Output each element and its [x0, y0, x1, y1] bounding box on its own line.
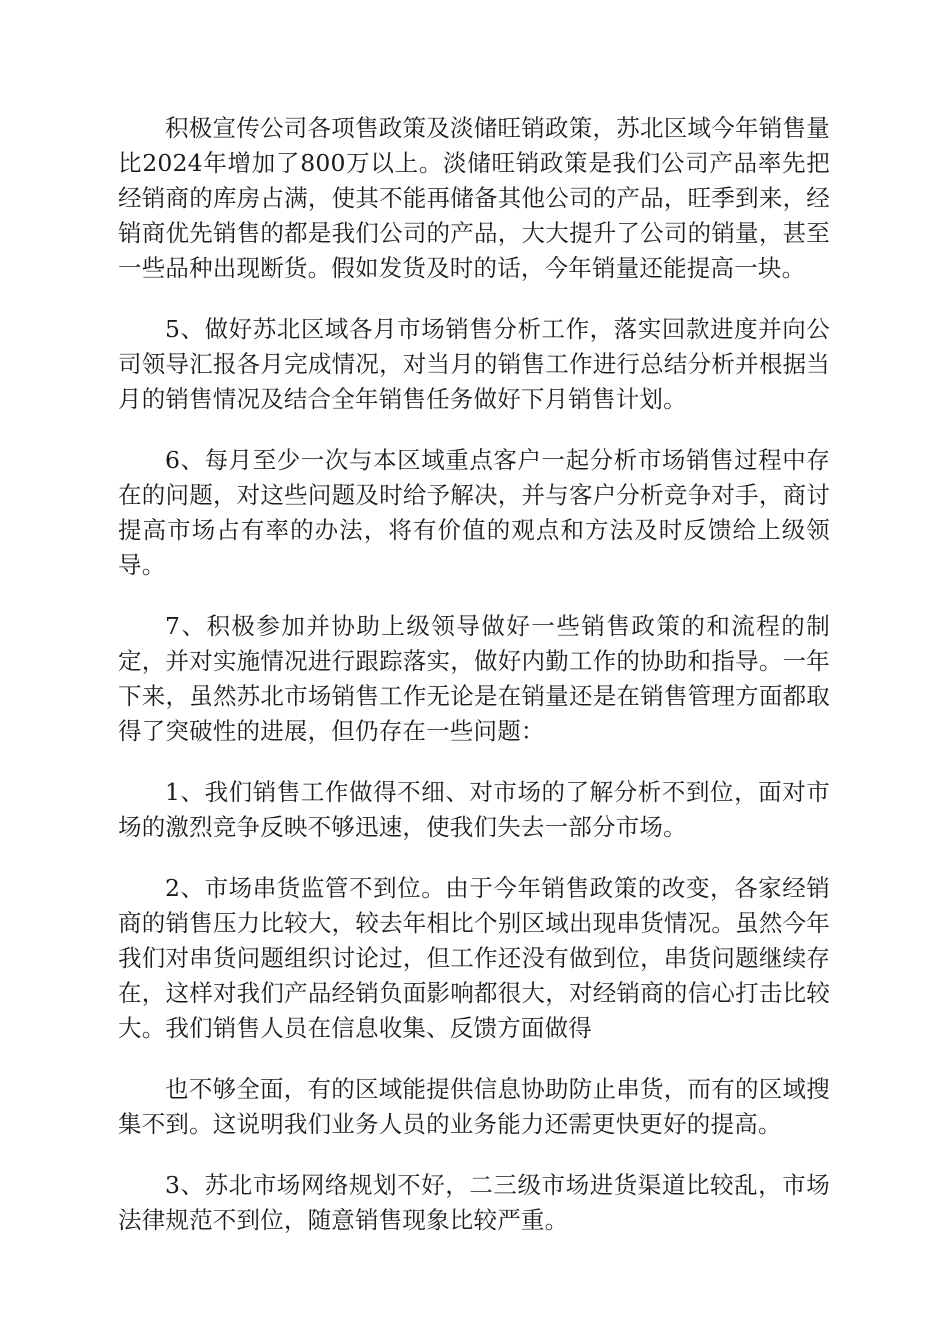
paragraph-item-5: 5、做好苏北区域各月市场销售分析工作，落实回款进度并向公司领导汇报各月完成情况，对当月的销售工作进行总结分析并根据当月的销售情况及结合全年销售任务做好下月销售计划。	[118, 315, 830, 413]
paragraph-item-6: 6、每月至少一次与本区域重点客户一起分析市场销售过程中存在的问题，对这些问题及时给予解决，并与客户分析竞争对手，商讨提高市场占有率的办法，将有价值的观点和方法及时反馈给上级领导。	[118, 446, 830, 579]
paragraph-problem-1: 1、我们销售工作做得不细、对市场的了解分析不到位，面对市场的激烈竞争反映不够迅速，使我们失去一部分市场。	[118, 778, 830, 841]
paragraph-item-7: 7、积极参加并协助上级领导做好一些销售政策的和流程的制定，并对实施情况进行跟踪落实，做好内勤工作的协助和指导。一年下来，虽然苏北市场销售工作无论是在销量还是在销售管理方面都取得了突破性的进展，但仍存在一些问题：	[118, 612, 830, 745]
document-body	[118, 111, 830, 1264]
paragraph-policy-promotion: 积极宣传公司各项售政策及淡储旺销政策，苏北区域今年销售量比2024年增加了800万以上。淡储旺销政策是我们公司产品率先把经销商的库房占满，使其不能再储备其他公司的产品，旺季到来，经销商优先销售的都是我们公司的产品，大大提升了公司的销量，甚至一些品种出现断货。假如发货及时的话，今年销量还能提高一块。	[118, 114, 830, 282]
paragraph-problem-2: 2、市场串货监管不到位。由于今年销售政策的改变，各家经销商的销售压力比较大，较去年相比个别区域出现串货情况。虽然今年我们对串货问题组织讨论过，但工作还没有做到位，串货问题继续存在，这样对我们产品经销负面影响都很大，对经销商的信心打击比较大。我们销售人员在信息收集、反馈方面做得	[118, 874, 830, 1042]
paragraph-problem-2-continued: 也不够全面，有的区域能提供信息协助防止串货，而有的区域搜集不到。这说明我们业务人员的业务能力还需更快更好的提高。	[118, 1075, 830, 1138]
paragraph-problem-3: 3、苏北市场网络规划不好，二三级市场进货渠道比较乱，市场法律规范不到位，随意销售现象比较严重。	[118, 1171, 830, 1234]
